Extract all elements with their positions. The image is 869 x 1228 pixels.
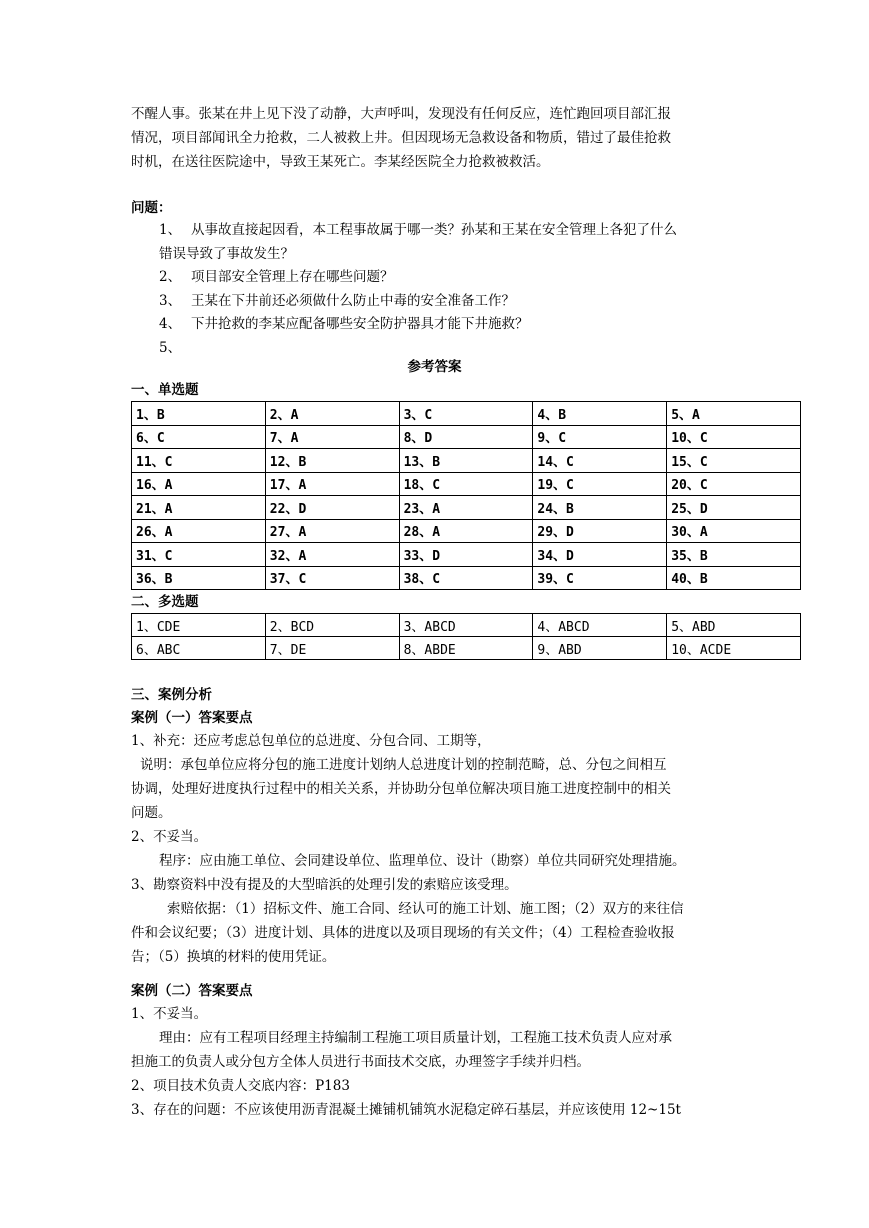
answer-cell: 3、ABCD bbox=[399, 614, 533, 637]
answer-cell: 21、A bbox=[132, 496, 266, 520]
question-item bbox=[159, 219, 749, 243]
case1-line: 问题。 bbox=[131, 805, 172, 821]
table-row bbox=[132, 614, 801, 637]
case2-line: 3、存在的问题：不应该使用沥青混凝土摊铺机铺筑水泥稳定碎石基层，并应该使用 12~15t bbox=[131, 1102, 681, 1118]
answer-cell: 7、A bbox=[265, 425, 399, 449]
case1-line: 2、不妥当。 bbox=[131, 829, 208, 845]
answer-cell: 22、D bbox=[265, 496, 399, 520]
answer-cell: 1、B bbox=[132, 402, 266, 426]
table-row bbox=[132, 449, 801, 473]
answer-cell: 35、B bbox=[667, 543, 801, 567]
case1-title: 案例（一）答案要点 bbox=[131, 710, 253, 726]
answer-cell: 20、C bbox=[667, 472, 801, 496]
answer-cell: 6、C bbox=[132, 425, 266, 449]
table-row bbox=[132, 519, 801, 543]
answer-cell: 34、D bbox=[533, 543, 667, 567]
answer-cell: 11、C bbox=[132, 449, 266, 473]
case1-line: 协调，处理好进度执行过程中的相关关系，并协助分包单位解决项目施工进度控制中的相关 bbox=[131, 781, 671, 797]
question-item bbox=[159, 266, 749, 290]
case-analysis-heading: 三、案例分析 bbox=[131, 687, 212, 703]
answer-cell: 2、A bbox=[265, 402, 399, 426]
answer-cell: 12、B bbox=[265, 449, 399, 473]
table-row bbox=[132, 637, 801, 660]
answer-cell: 9、ABD bbox=[533, 637, 667, 660]
table-row bbox=[132, 425, 801, 449]
case1-line: 程序：应由施工单位、会同建设单位、监理单位、设计（勘察）单位共同研究处理措施。 bbox=[159, 853, 686, 869]
question-text: 从事故直接起因看，本工程事故属于哪一类？孙某和王某在安全管理上各犯了什么 bbox=[191, 222, 677, 238]
answer-cell: 6、ABC bbox=[132, 637, 266, 660]
answer-cell: 37、C bbox=[265, 566, 399, 590]
answer-cell: 14、C bbox=[533, 449, 667, 473]
answer-cell: 27、A bbox=[265, 519, 399, 543]
single-choice-heading: 一、单选题 bbox=[131, 382, 199, 398]
answer-cell: 29、D bbox=[533, 519, 667, 543]
answer-cell: 24、B bbox=[533, 496, 667, 520]
answer-cell: 8、D bbox=[399, 425, 533, 449]
question-number: 5、 bbox=[159, 339, 182, 356]
answer-cell: 26、A bbox=[132, 519, 266, 543]
answer-cell: 2、BCD bbox=[265, 614, 399, 637]
questions-list bbox=[0, 219, 869, 359]
answer-cell: 39、C bbox=[533, 566, 667, 590]
question-item bbox=[159, 313, 749, 337]
answer-cell: 5、A bbox=[667, 402, 801, 426]
answer-cell: 17、A bbox=[265, 472, 399, 496]
multi-choice-answer-table bbox=[131, 613, 801, 660]
intro-line: 情况，项目部闻讯全力抢救，二人被救上井。但因现场无急救设备和物质，错过了最佳抢救 bbox=[131, 130, 671, 146]
questions-heading: 问题： bbox=[131, 200, 172, 216]
case1-line: 索赔依据：（1）招标文件、施工合同、经认可的施工计划、施工图；（2）双方的来往信 bbox=[167, 901, 684, 917]
answer-cell: 3、C bbox=[399, 402, 533, 426]
case2-title: 案例（二）答案要点 bbox=[131, 983, 253, 999]
case1-line: 3、勘察资料中没有提及的大型暗浜的处理引发的索赔应该受理。 bbox=[131, 877, 518, 893]
answer-cell: 8、ABDE bbox=[399, 637, 533, 660]
answer-cell: 32、A bbox=[265, 543, 399, 567]
answer-cell: 40、B bbox=[667, 566, 801, 590]
question-number: 4、 bbox=[159, 316, 182, 332]
answer-cell: 1、CDE bbox=[132, 614, 266, 637]
multi-choice-heading: 二、多选题 bbox=[131, 594, 199, 610]
table-row bbox=[132, 402, 801, 426]
table-row bbox=[132, 566, 801, 590]
answer-cell: 25、D bbox=[667, 496, 801, 520]
answer-cell: 23、A bbox=[399, 496, 533, 520]
answer-cell: 38、C bbox=[399, 566, 533, 590]
answer-cell: 4、ABCD bbox=[533, 614, 667, 637]
single-choice-answer-table bbox=[131, 401, 801, 590]
answer-cell: 10、ACDE bbox=[667, 637, 801, 660]
question-continuation: 错误导致了事故发生？ bbox=[159, 245, 294, 262]
answer-cell: 10、C bbox=[667, 425, 801, 449]
case1-line: 说明：承包单位应将分包的施工进度计划纳人总进度计划的控制范畸，总、分包之间相互 bbox=[140, 757, 667, 773]
case1-line: 件和会议纪要；（3）进度计划、具体的进度以及项目现场的有关文件；（4）工程检查验收报 bbox=[131, 925, 675, 941]
case1-answer-body bbox=[131, 729, 741, 969]
question-number: 3、 bbox=[159, 292, 182, 309]
answer-cell: 31、C bbox=[132, 543, 266, 567]
case2-line: 担施工的负责人或分包方全体人员进行书面技术交底，办理签字手续并归档。 bbox=[131, 1054, 590, 1070]
question-number: 2、 bbox=[159, 269, 182, 285]
answer-cell: 4、B bbox=[533, 402, 667, 426]
question-item bbox=[159, 290, 749, 314]
answer-cell: 36、B bbox=[132, 566, 266, 590]
table-row bbox=[132, 543, 801, 567]
table-row bbox=[132, 496, 801, 520]
question-number: 1、 bbox=[159, 222, 182, 238]
question-text: 下井抢救的李某应配备哪些安全防护器具才能下井施救？ bbox=[191, 316, 529, 332]
intro-line: 不醒人事。张某在井上见下没了动静，大声呼叫，发现没有任何反应，连忙跑回项目部汇报 bbox=[131, 106, 671, 122]
answer-cell: 9、C bbox=[533, 425, 667, 449]
answer-cell: 18、C bbox=[399, 472, 533, 496]
intro-paragraph bbox=[131, 102, 741, 174]
question-text: 项目部安全管理上存在哪些问题？ bbox=[191, 269, 394, 285]
answer-cell: 33、D bbox=[399, 543, 533, 567]
answer-cell: 30、A bbox=[667, 519, 801, 543]
answer-cell: 16、A bbox=[132, 472, 266, 496]
answer-cell: 13、B bbox=[399, 449, 533, 473]
answers-title: 参考答案 bbox=[407, 359, 462, 375]
table-row bbox=[132, 472, 801, 496]
case1-line: 告；（5）换填的材料的使用凭证。 bbox=[131, 949, 336, 965]
answer-cell: 7、DE bbox=[265, 637, 399, 660]
answer-cell: 15、C bbox=[667, 449, 801, 473]
case2-line: 2、项目技术负责人交底内容：P183 bbox=[131, 1078, 350, 1094]
case2-line: 理由：应有工程项目经理主持编制工程施工项目质量计划，工程施工技术负责人应对承 bbox=[159, 1030, 672, 1046]
question-text: 王某在下井前还必须做什么防止中毒的安全准备工作？ bbox=[191, 292, 515, 309]
answer-cell: 5、ABD bbox=[667, 614, 801, 637]
case2-line: 1、不妥当。 bbox=[131, 1006, 208, 1022]
case1-line: 1、补充：还应考虑总包单位的总进度、分包合同、工期等， bbox=[131, 733, 491, 749]
answer-cell: 19、C bbox=[533, 472, 667, 496]
answer-cell: 28、A bbox=[399, 519, 533, 543]
intro-line: 时机，在送往医院途中，导致王某死亡。李某经医院全力抢救被救活。 bbox=[131, 154, 550, 170]
case2-answer-body bbox=[131, 1002, 741, 1122]
